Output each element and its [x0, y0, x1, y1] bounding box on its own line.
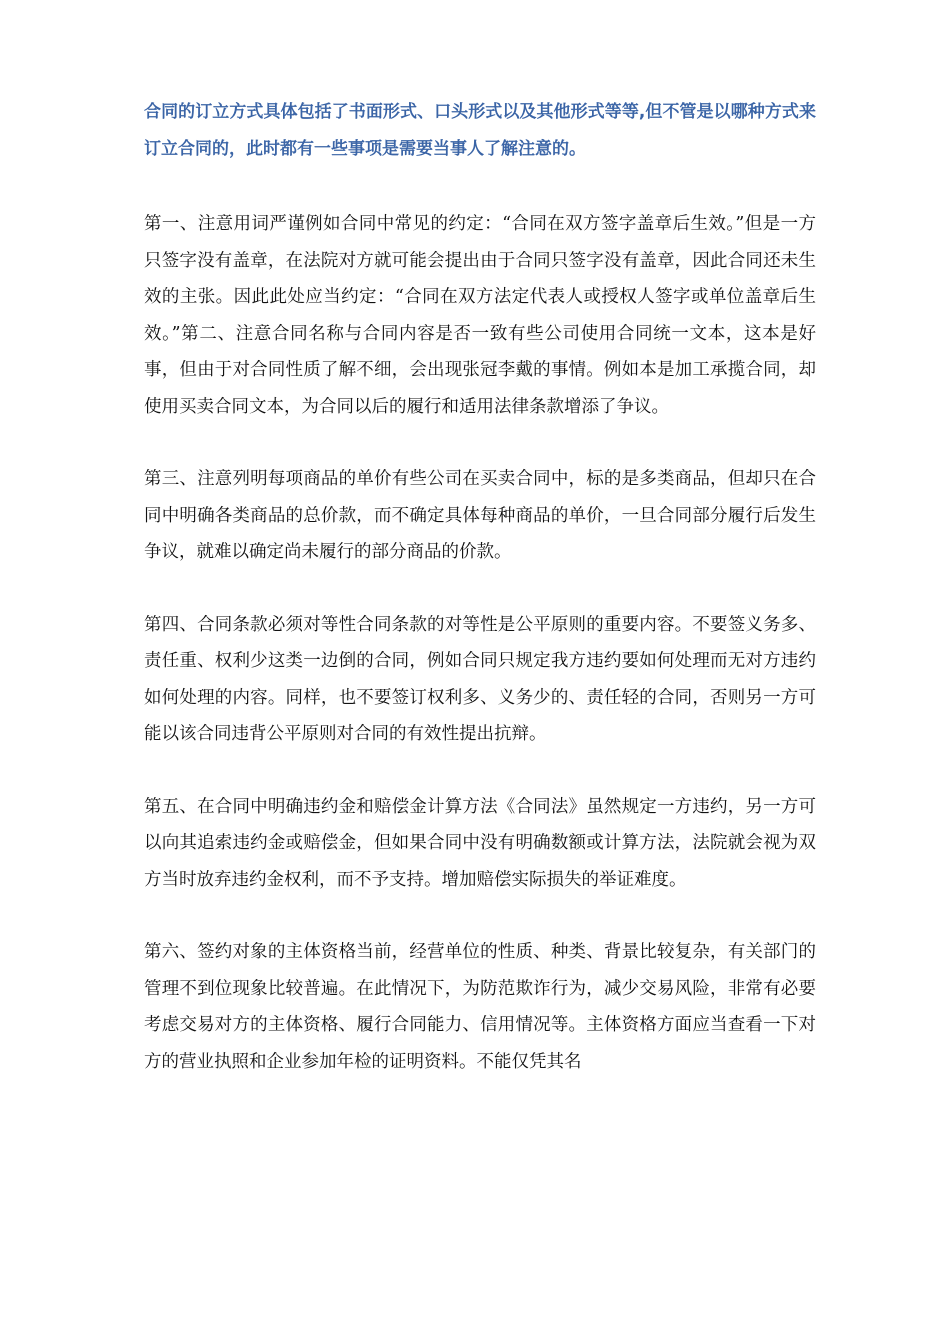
paragraph-1: 第一、注意用词严谨例如合同中常见的约定：“合同在双方签字盖章后生效。”但是一方只签字没有盖章，在法院对方就可能会提出由于合同只签字没有盖章，因此合同还未生效的主张。因此此处应当约定：“合同在双方法定代表人或授权人签字或单位盖章后生效。”第二、注意合同名称与合同内容是否一致有些公司使用合同统一文本，这本是好事，但由于对合同性质了解不细，会出现张冠李戴的事情。例如本是加工承揽合同，却使用买卖合同文本，为合同以后的履行和适用法律条款增添了争议。	[144, 214, 816, 417]
paragraph-3: 第四、合同条款必须对等性合同条款的对等性是公平原则的重要内容。不要签义务多、责任重、权利少这类一边倒的合同，例如合同只规定我方违约要如何处理而无对方违约如何处理的内容。同样，也不要签订权利多、义务少的、责任轻的合同，否则另一方可能以该合同违背公平原则对合同的有效性提出抗辩。	[144, 614, 816, 744]
paragraph-2: 第三、注意列明每项商品的单价有些公司在买卖合同中，标的是多类商品，但却只在合同中明确各类商品的总价款，而不确定具体每种商品的单价，一旦合同部分履行后发生争议，就难以确定尚未履行的部分商品的价款。	[144, 469, 816, 562]
intro-paragraph: 合同的订立方式具体包括了书面形式、口头形式以及其他形式等等,但不管是以哪种方式来订立合同的，此时都有一些事项是需要当事人了解注意的。	[144, 102, 816, 159]
paragraph-5: 第六、签约对象的主体资格当前，经营单位的性质、种类、背景比较复杂，有关部门的管理不到位现象比较普遍。在此情况下，为防范欺诈行为，减少交易风险，非常有必要考虑交易对方的主体资格、履行合同能力、信用情况等。主体资格方面应当查看一下对方的营业执照和企业参加年检的证明资料。不能仅凭其名	[144, 942, 816, 1072]
paragraph-4: 第五、在合同中明确违约金和赔偿金计算方法《合同法》虽然规定一方违约，另一方可以向其追索违约金或赔偿金，但如果合同中没有明确数额或计算方法，法院就会视为双方当时放弃违约金权利，而不予支持。增加赔偿实际损失的举证难度。	[144, 796, 816, 890]
document-page	[144, 94, 816, 1116]
